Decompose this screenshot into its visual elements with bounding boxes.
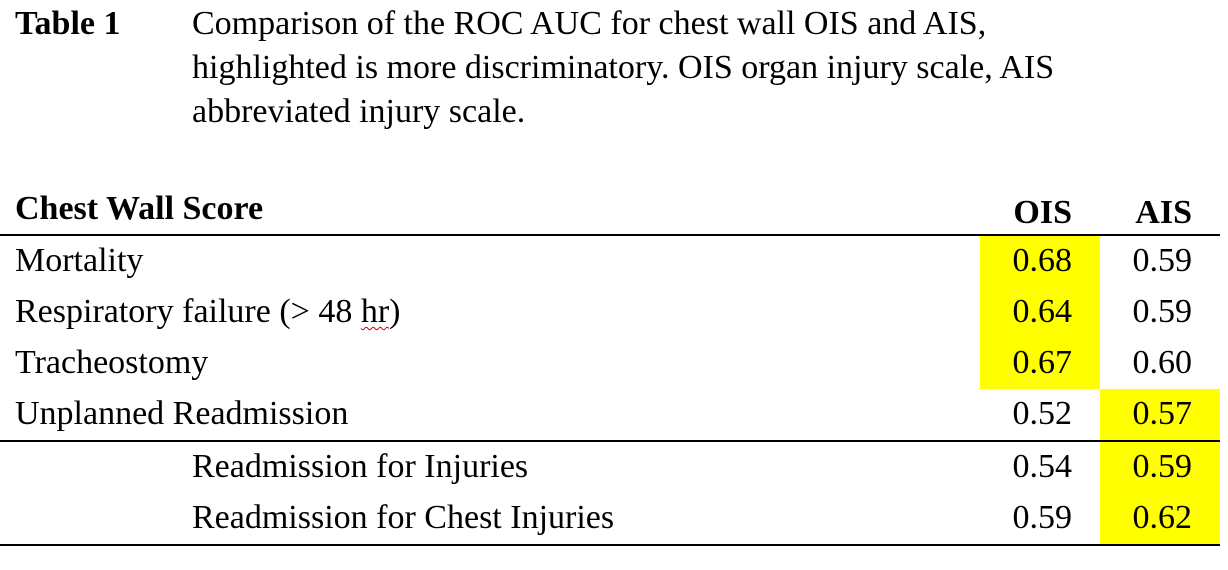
- table-row: [0, 236, 1220, 287]
- table-label: Table 1: [15, 5, 121, 42]
- table-row: [0, 389, 1220, 440]
- row-label: Readmission for Chest Injuries: [192, 499, 615, 536]
- ois-value: 0.54: [1012, 448, 1072, 485]
- row-label: Tracheostomy: [15, 344, 209, 381]
- table-row: [0, 442, 1220, 493]
- ois-value: 0.67: [980, 338, 1100, 389]
- table-header-row: [0, 186, 1220, 234]
- row-label-prefix: Respiratory failure (> 48: [15, 293, 361, 330]
- row-label: Unplanned Readmission: [15, 395, 349, 432]
- caption-line: Comparison of the ROC AUC for chest wall OIS and AIS,: [192, 5, 987, 42]
- spellcheck-flagged-word: hr: [360, 293, 390, 330]
- row-label: Readmission for Injuries: [192, 448, 529, 485]
- header-chest-wall-score: Chest Wall Score: [15, 190, 264, 227]
- ais-value: 0.59: [1132, 242, 1192, 279]
- caption-line: highlighted is more discriminatory. OIS organ injury scale, AIS: [192, 49, 1055, 86]
- ois-value: 0.59: [1012, 499, 1072, 536]
- ois-value: 0.64: [980, 287, 1100, 338]
- table-row: [0, 287, 1220, 338]
- ais-value: 0.60: [1132, 344, 1192, 381]
- ais-value: 0.57: [1100, 389, 1220, 440]
- bottom-rule: [0, 544, 1220, 546]
- caption-text: [192, 2, 1202, 134]
- ais-value: 0.59: [1132, 293, 1192, 330]
- header-ais: AIS: [1135, 194, 1192, 231]
- row-label: Mortality: [15, 242, 144, 279]
- table-row: [0, 493, 1220, 544]
- table-row: [0, 338, 1220, 389]
- ois-value: 0.52: [1012, 395, 1072, 432]
- header-ois: OIS: [1013, 194, 1072, 231]
- ois-value: 0.68: [980, 236, 1100, 287]
- row-label: [15, 291, 401, 333]
- ais-value: 0.59: [1100, 442, 1220, 493]
- auc-comparison-table: [0, 186, 1220, 544]
- caption-line: abbreviated injury scale.: [192, 93, 526, 130]
- row-label-suffix: ): [389, 293, 401, 330]
- ais-value: 0.62: [1100, 493, 1220, 544]
